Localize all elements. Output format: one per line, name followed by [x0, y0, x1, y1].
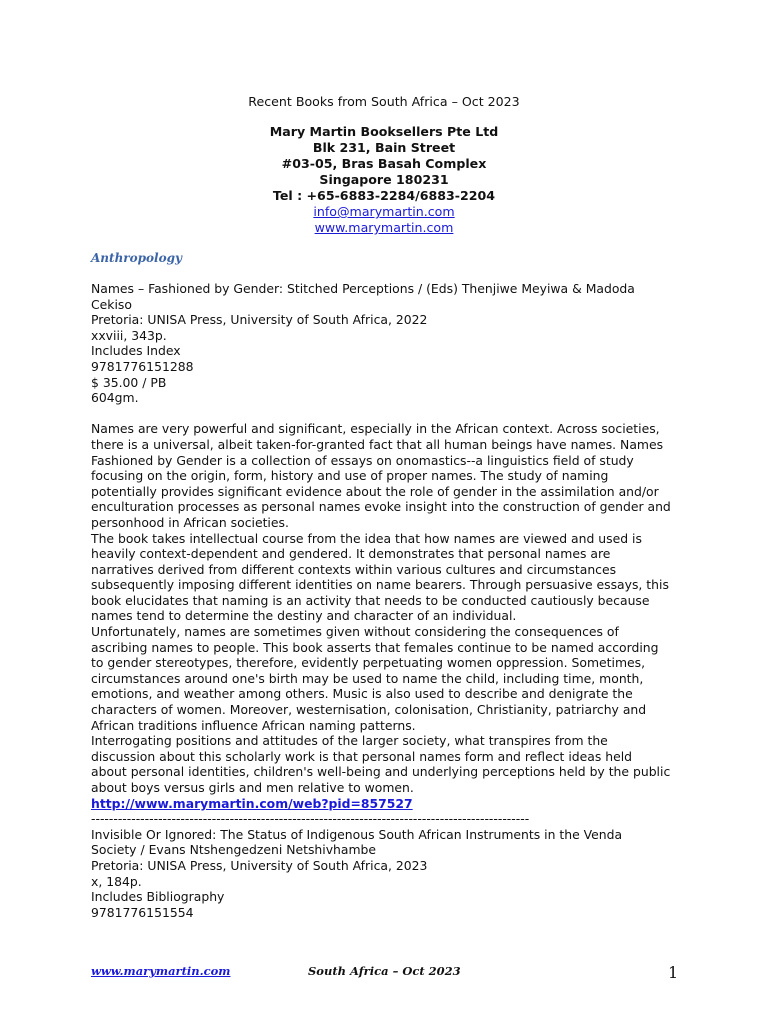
book-listing	[91, 281, 671, 920]
page-number: 1	[668, 963, 679, 982]
book1-price: $ 35.00 / PB	[91, 374, 167, 390]
book1-publisher: Pretoria: UNISA Press, University of South Africa, 2022	[91, 312, 428, 328]
book2-isbn: 9781776151554	[91, 904, 194, 920]
footer-title: South Africa – Oct 2023	[308, 964, 461, 978]
book1-description-3: Unfortunately, names are sometimes given without considering the consequences of ascribing names to people. This book asserts that females continue to be named according to gender stereotypes, therefore, evidently perpetuating women oppression. Sometimes, circumstances around one's birth may be used to name the child, including time, month, emotions, and weather among others. Music is also used to describe and denigrate the characters of women. Moreover, westernisation, colonisation, Christianity, patriarchy and African traditions influence African naming patterns.	[91, 624, 659, 733]
separator: --------------------------------------------------------------------------------------------------	[91, 811, 530, 827]
book2-pages: x, 184p.	[91, 873, 142, 889]
page-footer	[0, 964, 768, 984]
book1-description-2: The book takes intellectual course from the idea that how names are viewed and used is heavily context-dependent and gendered. It demonstrates that personal names are narratives derived from different contexts within various cultures and circumstances subsequently imposing different identities on name bearers. Through persuasive essays, this book elucidates that naming is an activity that needs to be conducted cautiously because names tend to determine the destiny and character of an individual.	[91, 530, 669, 624]
book1-weight: 604gm.	[91, 390, 139, 406]
book1-title-line-1: Names – Fashioned by Gender: Stitched Perceptions / (Eds) Thenjiwe Meyiwa & Madoda	[91, 281, 635, 296]
section-heading: Anthropology	[91, 251, 182, 265]
book1-title-line-2: Cekiso	[91, 296, 132, 312]
website-link[interactable]: www.marymartin.com	[314, 220, 454, 235]
address-line-3: Singapore 180231	[319, 172, 449, 187]
book1-index: Includes Index	[91, 343, 181, 359]
book1-description-1: Names are very powerful and significant, especially in the African context. Across societies, there is a universal, albeit taken-for-granted fact that all human beings have names. Names Fashioned by Gender is a collection of essays on onomastics--a linguistics field of study focusing on the origin, form, history and use of proper names. The study of naming potentially provides significant evidence about the role of gender in the assimilation and/or enculturation processes as personal names evoke insight into the construction of gender and personhood in African societies.	[91, 421, 671, 530]
book1-link[interactable]: http://www.marymartin.com/web?pid=857527	[91, 795, 413, 811]
book2-title-line-1: Invisible Or Ignored: The Status of Indigenous South African Instruments in the Venda	[91, 826, 623, 842]
telephone: Tel : +65-6883-2284/6883-2204	[272, 188, 496, 203]
book1-pages: xxviii, 343p.	[91, 327, 167, 343]
address-line-2: #03-05, Bras Basah Complex	[281, 156, 487, 171]
address-line-1: Blk 231, Bain Street	[312, 140, 456, 155]
book2-title-line-2: Society / Evans Ntshengedzeni Netshivhambe	[91, 842, 377, 858]
book2-bibliography: Includes Bibliography	[91, 889, 225, 905]
letterhead	[0, 94, 768, 236]
document-title: Recent Books from South Africa – Oct 2023	[248, 94, 520, 109]
email-link[interactable]: info@marymartin.com	[313, 204, 455, 219]
book1-description-4: Interrogating positions and attitudes of the larger society, what transpires from the discussion about this scholarly work is that personal names form and reflect ideas held about personal identities, children's well-being and underlying perceptions held by the public about boys versus girls and men relative to women.	[91, 733, 671, 795]
footer-website-link[interactable]: www.marymartin.com	[91, 964, 231, 978]
book2-publisher: Pretoria: UNISA Press, University of South Africa, 2023	[91, 857, 428, 873]
company-name: Mary Martin Booksellers Pte Ltd	[269, 124, 499, 139]
book1-isbn: 9781776151288	[91, 358, 194, 374]
